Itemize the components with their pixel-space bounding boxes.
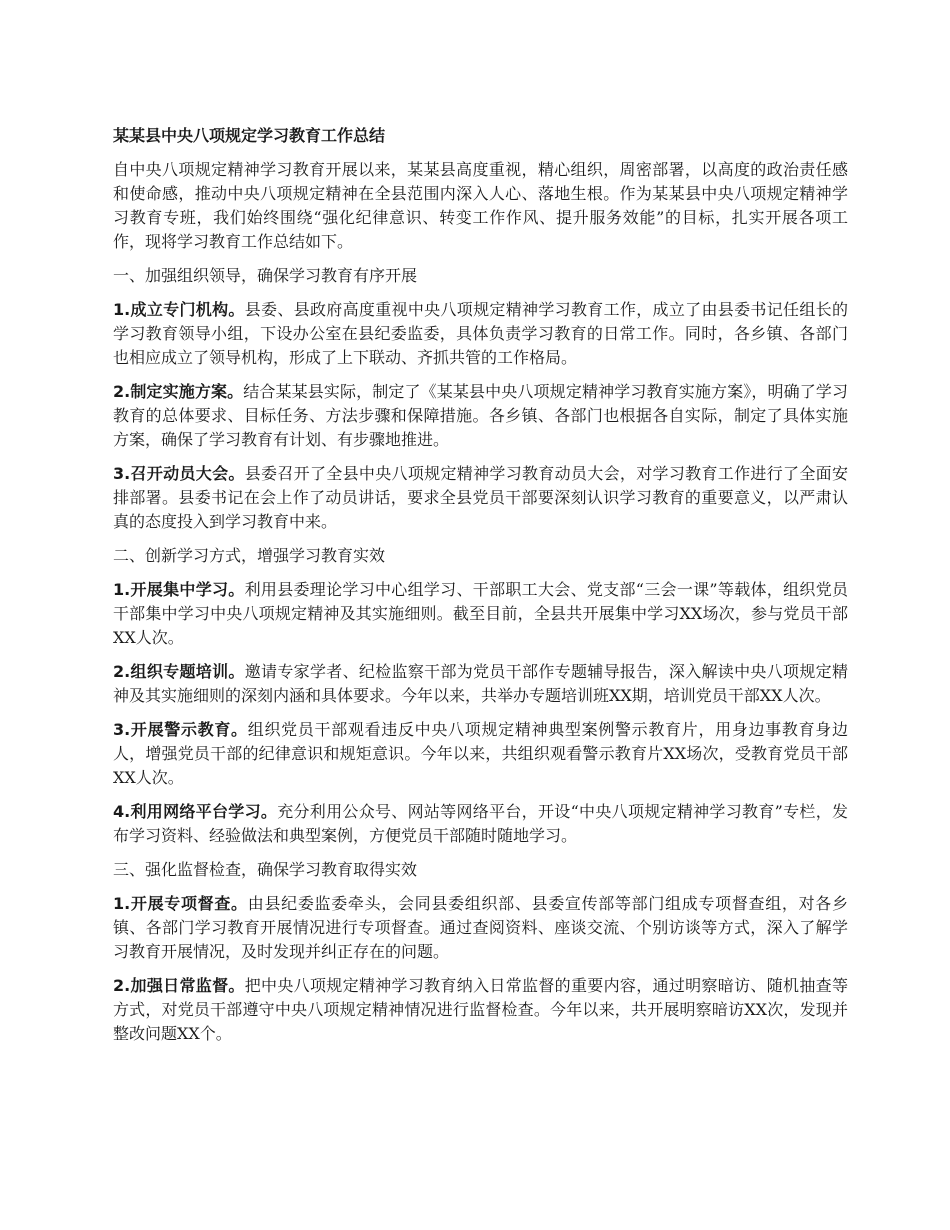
section-1: [113, 264, 848, 534]
item-lead: 1.开展集中学习。: [113, 580, 245, 599]
section-2: [113, 544, 848, 848]
item-text: 县委、县政府高度重视中央八项规定精神学习教育工作，成立了由县委书记任组长的学习教育领导小组，下设办公室在县纪委监委，具体负责学习教育的日常工作。同时，各乡镇、各部门也相应成立了领导机构，形成了上下联动、齐抓共管的工作格局。: [113, 300, 848, 367]
item-lead: 1.成立专门机构。: [113, 300, 245, 319]
list-item: [113, 298, 848, 370]
item-text: 由县纪委监委牵头，会同县委组织部、县委宣传部等部门组成专项督查组，对各乡镇、各部门学习教育开展情况进行专项督查。通过查阅资料、座谈交流、个别访谈等方式，深入了解学习教育开展情况，及时发现并纠正存在的问题。: [113, 894, 848, 961]
item-text: 把中央八项规定精神学习教育纳入日常监督的重要内容，通过明察暗访、随机抽查等方式，对党员干部遵守中央八项规定精神情况进行监督检查。今年以来，共开展明察暗访XX次，发现并整改问题XX个。: [113, 976, 848, 1043]
item-lead: 1.开展专项督查。: [113, 894, 248, 913]
item-text: 利用县委理论学习中心组学习、干部职工大会、党支部“三会一课”等载体，组织党员干部集中学习中央八项规定精神及其实施细则。截至目前，全县共开展集中学习XX场次，参与党员干部XX人次。: [113, 580, 848, 647]
item-text: 邀请专家学者、纪检监察干部为党员干部作专题辅导报告，深入解读中央八项规定精神及其实施细则的深刻内涵和具体要求。今年以来，共举办专题培训班XX期，培训党员干部XX人次。: [113, 662, 848, 705]
document-title: 某某县中央八项规定学习教育工作总结: [113, 126, 386, 145]
list-item: [113, 578, 848, 650]
item-lead: 2.加强日常监督。: [113, 976, 245, 995]
list-item: [113, 462, 848, 534]
item-text: 组织党员干部观看违反中央八项规定精神典型案例警示教育片，用身边事教育身边人，增强党员干部的纪律意识和规矩意识。今年以来，共组织观看警示教育片XX场次，受教育党员干部XX人次。: [113, 720, 848, 787]
section-heading: 二、创新学习方式，增强学习教育实效: [113, 546, 386, 565]
list-item: [113, 974, 848, 1046]
list-item: [113, 660, 848, 708]
item-lead: 4.利用网络平台学习。: [113, 802, 278, 821]
item-text: 县委召开了全县中央八项规定精神学习教育动员大会，对学习教育工作进行了全面安排部署。县委书记在会上作了动员讲话，要求全县党员干部要深刻认识学习教育的重要意义，以严肃认真的态度投入到学习教育中来。: [113, 464, 848, 531]
section-heading: 三、强化监督检查，确保学习教育取得实效: [113, 860, 418, 879]
item-lead: 3.开展警示教育。: [113, 720, 248, 739]
list-item: [113, 380, 848, 452]
item-lead: 2.组织专题培训。: [113, 662, 245, 681]
item-lead: 2.制定实施方案。: [113, 382, 244, 401]
document-page: [113, 124, 848, 1056]
section-3: [113, 858, 848, 1046]
list-item: [113, 718, 848, 790]
list-item: [113, 800, 848, 848]
list-item: [113, 892, 848, 964]
item-lead: 3.召开动员大会。: [113, 464, 245, 483]
intro-paragraph: 自中央八项规定精神学习教育开展以来，某某县高度重视，精心组织，周密部署，以高度的政治责任感和使命感，推动中央八项规定精神在全县范围内深入人心、落地生根。作为某某县中央八项规定精神学习教育专班，我们始终围绕“强化纪律意识、转变工作作风、提升服务效能”的目标，扎实开展各项工作，现将学习教育工作总结如下。: [113, 160, 848, 251]
section-heading: 一、加强组织领导，确保学习教育有序开展: [113, 266, 418, 285]
item-text: 结合某某县实际，制定了《某某县中央八项规定精神学习教育实施方案》，明确了学习教育的总体要求、目标任务、方法步骤和保障措施。各乡镇、各部门也根据各自实际，制定了具体实施方案，确保了学习教育有计划、有步骤地推进。: [113, 382, 848, 449]
item-text: 充分利用公众号、网站等网络平台，开设“中央八项规定精神学习教育”专栏，发布学习资料、经验做法和典型案例，方便党员干部随时随地学习。: [113, 802, 848, 845]
